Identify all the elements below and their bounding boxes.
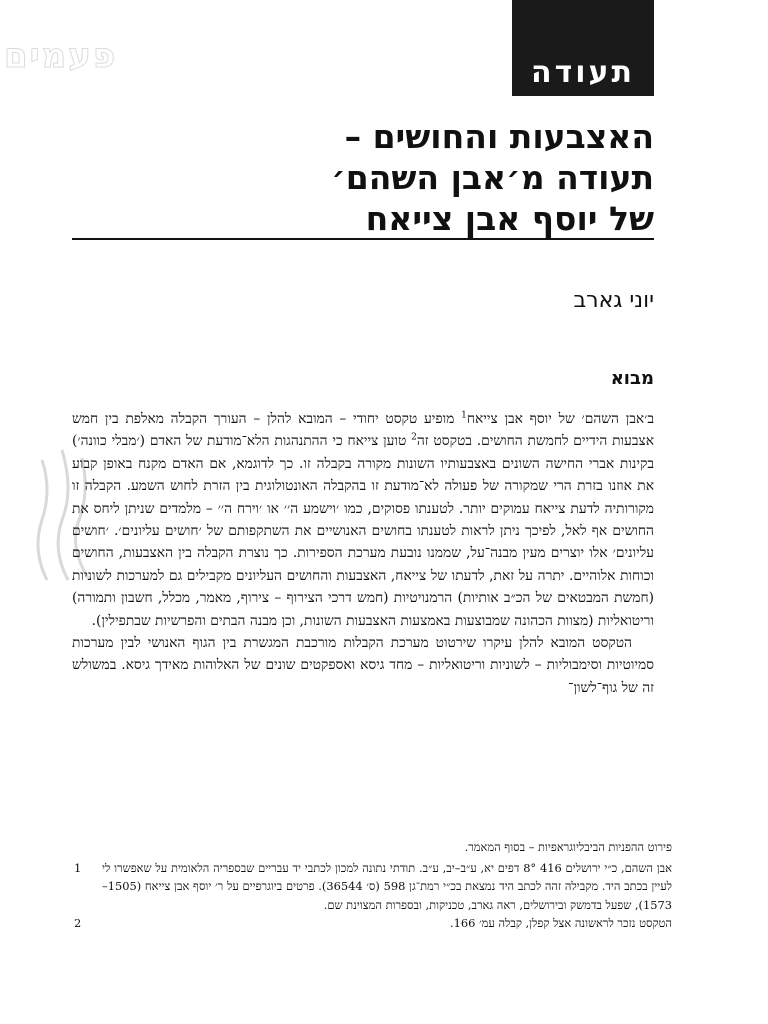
author-name: יוני גארב bbox=[573, 288, 654, 313]
footnote-text: אבן השהם, כ״י ירושלים 416 8° דפים יא, ע״ב–יב, ע״ב. תודתי נתונה למכון לכתבי יד עבריים שבספריה הלאומית על שאפשרו לי לעיין בכתב היד. מקבילה זהה לכתב היד נמצאת בכ״י רמת־גן 598 (ס׳ 36544). פרטים ביוגרפיים על ר׳ יוסף אבן צייאח (1505–1573), שפעל בדמשק ובירושלים, ראה גארב, טכניקות, ובספרות המצוינת שם. bbox=[102, 860, 673, 912]
footnote-item bbox=[72, 859, 672, 915]
section-heading: מבוא bbox=[610, 368, 654, 389]
footnotes bbox=[72, 838, 672, 933]
footnote-intro: פירוט ההפניות הביבליוגראפיות – בסוף המאמר. bbox=[464, 840, 672, 854]
footnote-number: 2 bbox=[74, 916, 82, 930]
journal-watermark: פעמים bbox=[4, 36, 118, 76]
title-line-3: של יוסף אבן צייאח bbox=[365, 199, 654, 238]
article-title bbox=[72, 116, 654, 239]
section-tag-label: תעודה bbox=[530, 55, 636, 90]
body-paragraph-1 bbox=[72, 408, 654, 632]
title-line-2: תעודה מ׳אבן השהם׳ bbox=[331, 158, 654, 197]
section-tag bbox=[512, 0, 654, 96]
title-divider bbox=[72, 238, 654, 240]
footnote-item bbox=[72, 914, 672, 933]
footnote-ref-2[interactable]: 2 bbox=[411, 432, 417, 443]
footnote-ref-1[interactable]: 1 bbox=[461, 410, 467, 421]
body-paragraph-2: הטקסט המובא להלן עיקרו שירטוט מערכת הקבלות מורכבת המגשרת בין הגוף האנושי לבין מערכות סמיוטיות וסימבוליות – לשוניות וריטואליות – מחד גיסא ואספקטים שונים של האלוהות מאידך גיסא. במשולש זה של גוף־לשון־ bbox=[72, 635, 654, 696]
article-body bbox=[72, 408, 654, 699]
paragraph-1-text-a: ב׳אבן השהם׳ של יוסף אבן צייאח bbox=[466, 411, 654, 427]
title-line-1: האצבעות והחושים – bbox=[344, 117, 654, 156]
paragraph-1-text-b: מופיע טקסט יחודי – המובא להלן – העורך הקבלה מאלפת בין חמש אצבעות הידיים לחמשת החושים. בטקסט זה bbox=[72, 411, 654, 450]
footnote-number: 1 bbox=[74, 860, 82, 875]
footnote-text: הטקסט נזכר לראשונה אצל קפלן, קבלה עמ׳ 166. bbox=[450, 916, 672, 930]
paragraph-1-text-c: טוען צייאח כי ההתנהגות הלא־מודעת של האדם (׳מבלי כוונה׳) בקינות אברי החישה השונים באצבעותיו השונות מקורה בקבלה זו. כך לדוגמא, אם האדם מקנח באופן קבוע את אוזנו בזרת הרי שמקורה של פעולה לא־מודעת זו בהקבלה האונטולוגית בין הזרת לחוש השמע. הקבלה זו מקורותיה לדעת צייאח עמוקים יותר. לטענתו פסוקים, כמו ׳וישמע ה׳׳ או ׳וירח ה׳׳ – מלמדים שניתן ליחס את החושים אף לאל, לפיכך ניתן לראות לטענתו בחושים האנושיים את השתקפותם של ׳חושים עליונים׳. ׳חושים עליונים׳ אלו יוצרים מעין מבנה־על, שממנו נובעת מערכת הספירות. כך נוצרת הקבלה בין האצבעות, החושים וכוחות אלוהיים. יתרה על זאת, לדעתו של צייאח, האצבעות והחושים העליונים מקבילים גם למערכות לשוניות (חמשת המבטאים של הכ״ב אותיות) הרמנויטיות (חמש דרכי הצירוף – צירוף, מאמר, מכלל, חשבון ותמורה) וריטואליות (מצוות הכהונה שמבוצעות באמצעות האצבעות השונות, וכן מבנה הבתים והפרשיות שבתפילין). bbox=[72, 433, 654, 629]
